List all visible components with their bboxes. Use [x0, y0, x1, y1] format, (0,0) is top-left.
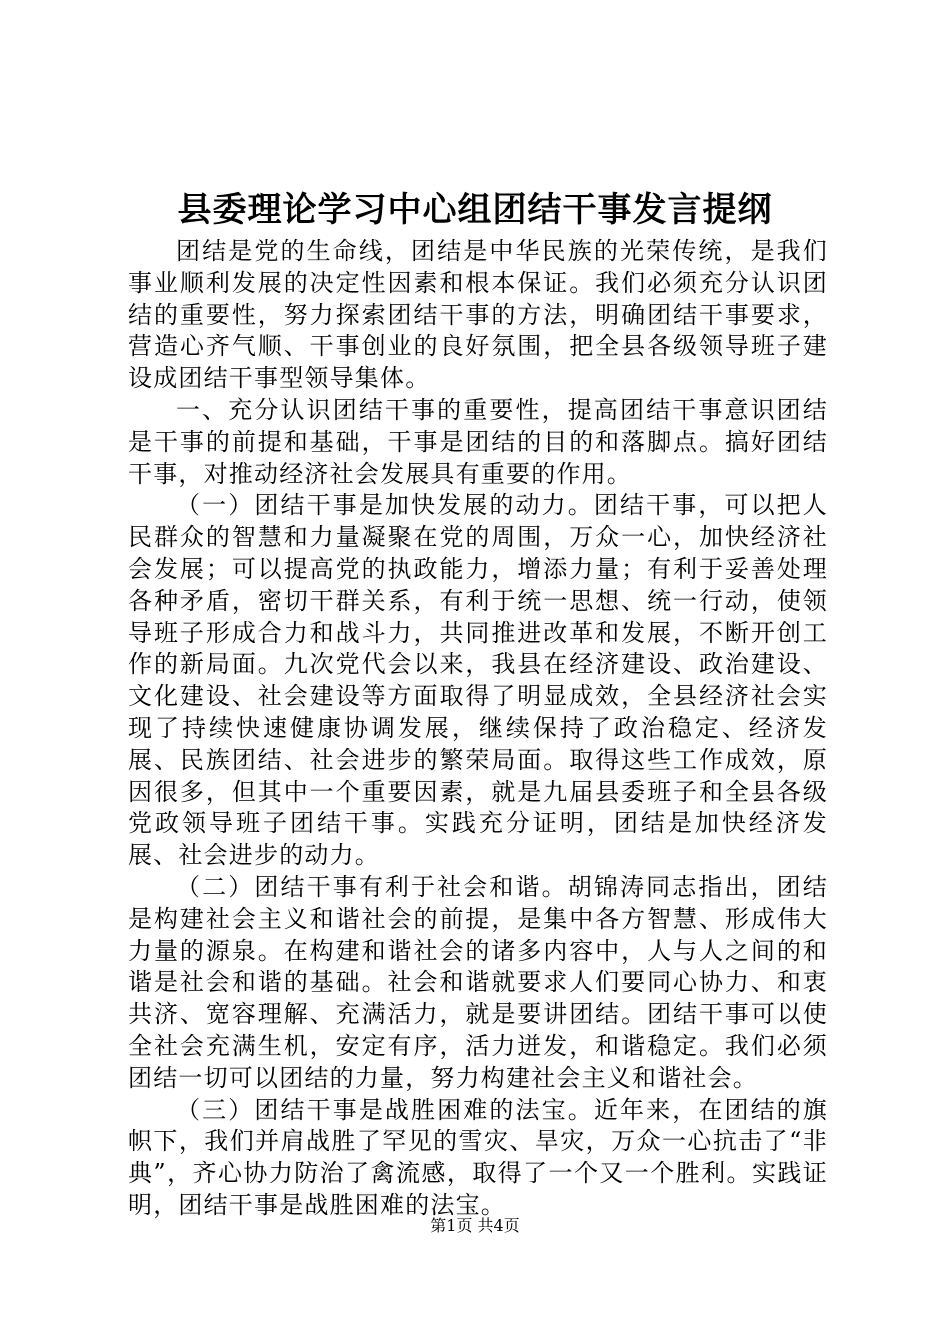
paragraph-subsection-1: （一）团结干事是加快发展的动力。团结干事，可以把人民群众的智慧和力量凝聚在党的周围，万众一心，加快经济社会发展；可以提高党的执政能力，增添力量；有利于妥善处理各种矛盾，密切干群关系，有利于统一思想、统一行动，使领导班子形成合力和战斗力，共同推进改革和发展，不断开创工作的新局面。九次党代会以来，我县在经济建设、政治建设、文化建设、社会建设等方面取得了明显成效，全县经济社会实现了持续快速健康协调发展，继续保持了政治稳定、经济发展、民族团结、社会进步的繁荣局面。取得这些工作成效，原因很多，但其中一个重要因素，就是九届县委班子和全县各级党政领导班子团结干事。实践充分证明，团结是加快经济发展、社会进步的动力。	[128, 491, 828, 870]
paragraph-subsection-3: （三）团结干事是战胜困难的法宝。近年来，在团结的旗帜下，我们并肩战胜了罕见的雪灾、旱灾，万众一心抗击了“非典”，齐心协力防治了禽流感，取得了一个又一个胜利。实践证明，团结干事是战胜困难的法宝。	[128, 1095, 828, 1219]
paragraph-intro: 团结是党的生命线，团结是中华民族的光荣传统，是我们事业顺利发展的决定性因素和根本保证。我们必须充分认识团结的重要性，努力探索团结干事的方法，明确团结干事要求，营造心齐气顺、干事创业的良好氛围，把全县各级领导班子建设成团结干事型领导集体。	[128, 237, 828, 393]
paragraph-subsection-2: （二）团结干事有利于社会和谐。胡锦涛同志指出，团结是构建社会主义和谐社会的前提，是集中各方智慧、形成伟大力量的源泉。在构建和谐社会的诸多内容中，人与人之间的和谐是社会和谐的基础。社会和谐就要求人们要同心协力、和衷共济、宽容理解、充满活力，就是要讲团结。团结干事可以使全社会充满生机，安定有序，活力迸发，和谐稳定。我们必须团结一切可以团结的力量，努力构建社会主义和谐社会。	[128, 872, 828, 1092]
document-body	[128, 236, 828, 1222]
page-number-footer: 第1页 共4页	[430, 1216, 520, 1235]
paragraph-section-1: 一、充分认识团结干事的重要性，提高团结干事意识团结是干事的前提和基础，干事是团结的目的和落脚点。搞好团结干事，对推动经济社会发展具有重要的作用。	[128, 395, 828, 488]
document-title: 县委理论学习中心组团结干事发言提纲	[177, 190, 773, 230]
